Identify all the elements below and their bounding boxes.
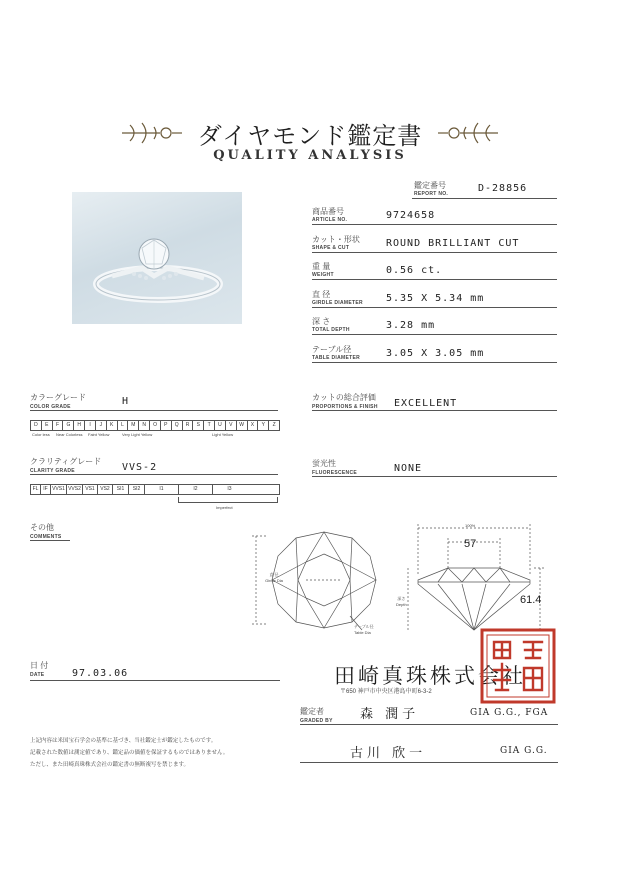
color-scale-group-0: Color less — [32, 432, 50, 437]
measure-weight-value: 0.56 ct. — [386, 265, 443, 276]
color-scale-cell: I — [85, 421, 96, 430]
disclaimer-line-1: 上記内容は米国宝石学会の基準に基づき、当社鑑定士が鑑定したものです。 — [30, 738, 217, 744]
comments-label-en: COMMENTS — [30, 534, 62, 540]
measure-table-label-en: TABLE DIAMETER — [312, 354, 360, 361]
proportions-value: EXCELLENT — [394, 398, 458, 409]
color-scale-cell: Y — [258, 421, 269, 430]
clarity-scale-cell: VS2 — [98, 485, 113, 494]
color-scale-cell: N — [139, 421, 150, 430]
color-scale-cell: V — [226, 421, 237, 430]
clarity-scale-cell: SI1 — [113, 485, 129, 494]
clarity-scale-cell: VVS2 — [67, 485, 83, 494]
table-dia-label: テーブル径 Table Dia — [354, 624, 374, 635]
report-number: D-28856 — [478, 183, 528, 194]
clarity-underline — [30, 474, 278, 475]
color-scale-cell: R — [183, 421, 194, 430]
clarity-scale-cell: VVS1 — [51, 485, 67, 494]
grader-2-name: 古川 欣一 — [350, 746, 427, 761]
clarity-scale-cell: SI2 — [129, 485, 145, 494]
depth-percentage: 61.4 — [520, 594, 542, 606]
color-scale-cell: X — [248, 421, 259, 430]
side-total-width-label: 100% — [465, 523, 476, 528]
color-scale-cell: P — [161, 421, 172, 430]
date-underline — [30, 680, 280, 681]
grader-1-name: 森 潤子 — [360, 707, 420, 722]
measure-girdle-value: 5.35 X 5.34 mm — [386, 292, 485, 304]
measure-shape-underline — [312, 252, 557, 253]
company-seal-icon — [480, 628, 556, 704]
measure-girdle-label-en: GIRDLE DIAMETER — [312, 299, 363, 306]
clarity-scale-cell: FL — [31, 485, 41, 494]
color-scale-group-1: Near Colorless — [56, 432, 83, 437]
clarity-scale — [30, 484, 280, 495]
grader-2-underline — [300, 762, 558, 763]
proportions-label-en: PROPORTIONS & FINISH — [312, 404, 378, 410]
measure-article-label-en: ARTICLE NO. — [312, 217, 348, 223]
comments-underline — [30, 540, 70, 541]
color-scale-cell: E — [42, 421, 53, 430]
color-label-en: COLOR GRADE — [30, 404, 71, 410]
imperfect-bracket — [178, 497, 278, 503]
clarity-label-en: CLARITY GRADE — [30, 468, 75, 474]
report-label-jp: 鑑定番号 — [414, 181, 446, 190]
fluorescence-label-jp: 蛍光性 — [312, 459, 336, 468]
ring-image-icon — [72, 192, 242, 324]
fluorescence-underline — [312, 476, 557, 477]
imperfect-label: Imperfect — [216, 505, 233, 510]
disclaimer-line-2: 記載された数値は測定値であり、鑑定品の価値を保証するものではありません。 — [30, 750, 229, 756]
left-ornament-icon — [120, 119, 184, 147]
color-scale-cell: W — [237, 421, 248, 430]
color-scale-cell: O — [150, 421, 161, 430]
table-percentage: 57 — [464, 538, 477, 550]
measure-article-underline — [312, 224, 557, 225]
color-scale-cell: Q — [172, 421, 183, 430]
color-scale-group-2: Faint Yellow — [88, 432, 110, 437]
document-title-jp: ダイヤモンド鑑定書 — [197, 122, 423, 150]
color-grade-value: H — [122, 396, 130, 407]
color-scale-cell: S — [193, 421, 204, 430]
company-address: 〒650 神戸市中央区港島中町6-3-2 — [340, 689, 432, 695]
proportions-underline — [312, 410, 557, 411]
comments-label-jp: その他 — [30, 523, 54, 532]
color-label-jp: カラーグレード — [30, 393, 86, 402]
measure-table-underline — [312, 362, 557, 363]
date-value: 97.03.06 — [72, 668, 129, 679]
clarity-scale-cell: IF — [41, 485, 51, 494]
clarity-scale-cell: I3 — [227, 486, 232, 492]
color-scale-group-4: Light Yellow — [212, 432, 234, 437]
measure-weight-underline — [312, 279, 557, 280]
color-scale-cell: Z — [272, 422, 276, 428]
right-ornament-icon — [436, 119, 500, 147]
grader-1-credential: GIA G.G., FGA — [470, 708, 549, 718]
measure-shape-label-en: SHAPE & CUT — [312, 244, 350, 251]
measure-table-label-jp: テーブル径 — [312, 344, 352, 354]
measure-depth-label-jp: 深 さ — [312, 317, 331, 326]
fluorescence-label-en: FLUORESCENCE — [312, 470, 357, 476]
diamond-side-view-diagram — [404, 520, 554, 640]
measure-table-value: 3.05 X 3.05 mm — [386, 347, 485, 359]
report-label-en: REPORT NO. — [414, 191, 449, 197]
measure-girdle-underline — [312, 307, 557, 308]
girdle-dia-label: 直 径 Girdle Dia — [265, 572, 283, 583]
clarity-label-jp: クラリティグレード — [30, 457, 102, 466]
color-scale-cell: T — [204, 421, 215, 430]
ring-photo — [72, 192, 242, 324]
measure-depth-label-en: TOTAL DEPTH — [312, 327, 350, 333]
measure-girdle-label-jp: 直 径 — [312, 289, 331, 299]
graded-by-label-en: GRADED BY — [300, 718, 333, 724]
color-scale-cell: U — [215, 421, 226, 430]
color-scale-cell: F — [53, 421, 64, 430]
color-scale-cell: D — [31, 421, 42, 430]
clarity-grade-value: VVS-2 — [122, 462, 158, 473]
color-scale-cell: J — [96, 421, 107, 430]
measure-shape-value: ROUND BRILLIANT CUT — [386, 237, 520, 249]
clarity-scale-cell: I2 — [179, 485, 213, 494]
color-scale-group-3: Very Light Yellow — [122, 432, 153, 437]
date-label-jp: 日 付 — [30, 661, 49, 670]
proportions-label-jp: カットの総合評価 — [312, 393, 376, 402]
diamond-top-view-diagram — [240, 520, 392, 640]
measure-article-label-jp: 商品番号 — [312, 207, 344, 216]
clarity-scale-cell: VS1 — [83, 485, 98, 494]
measure-depth-value: 3.28 mm — [386, 320, 436, 331]
graded-by-label-jp: 鑑定者 — [300, 707, 324, 716]
color-scale-cell: G — [63, 421, 74, 430]
report-underline — [412, 198, 557, 199]
clarity-scale-cell: I1 — [145, 485, 179, 494]
color-scale — [30, 420, 280, 431]
measure-shape-label-jp: カット・形状 — [312, 234, 360, 244]
measure-depth-underline — [312, 334, 557, 335]
company-name: 田崎真珠株式会社 — [334, 664, 526, 688]
document-title-en: QUALITY ANALYSIS — [213, 148, 407, 163]
color-scale-cell: H — [74, 421, 85, 430]
color-underline — [30, 410, 278, 411]
measure-article-value: 9724658 — [386, 210, 436, 221]
date-label-en: DATE — [30, 672, 45, 678]
color-scale-cell: L — [118, 421, 129, 430]
grader-1-underline — [300, 724, 558, 725]
measure-weight-label-jp: 重 量 — [312, 262, 331, 271]
disclaimer-line-3: ただし、また田崎真珠株式会社の鑑定書の無断複写を禁じます。 — [30, 762, 190, 768]
measure-weight-label-en: WEIGHT — [312, 272, 334, 278]
color-scale-cell: K — [107, 421, 118, 430]
fluorescence-value: NONE — [394, 463, 423, 474]
color-scale-cell: M — [128, 421, 139, 430]
depth-label: 深さ Depth — [396, 596, 407, 607]
grader-2-credential: GIA G.G. — [500, 746, 548, 756]
